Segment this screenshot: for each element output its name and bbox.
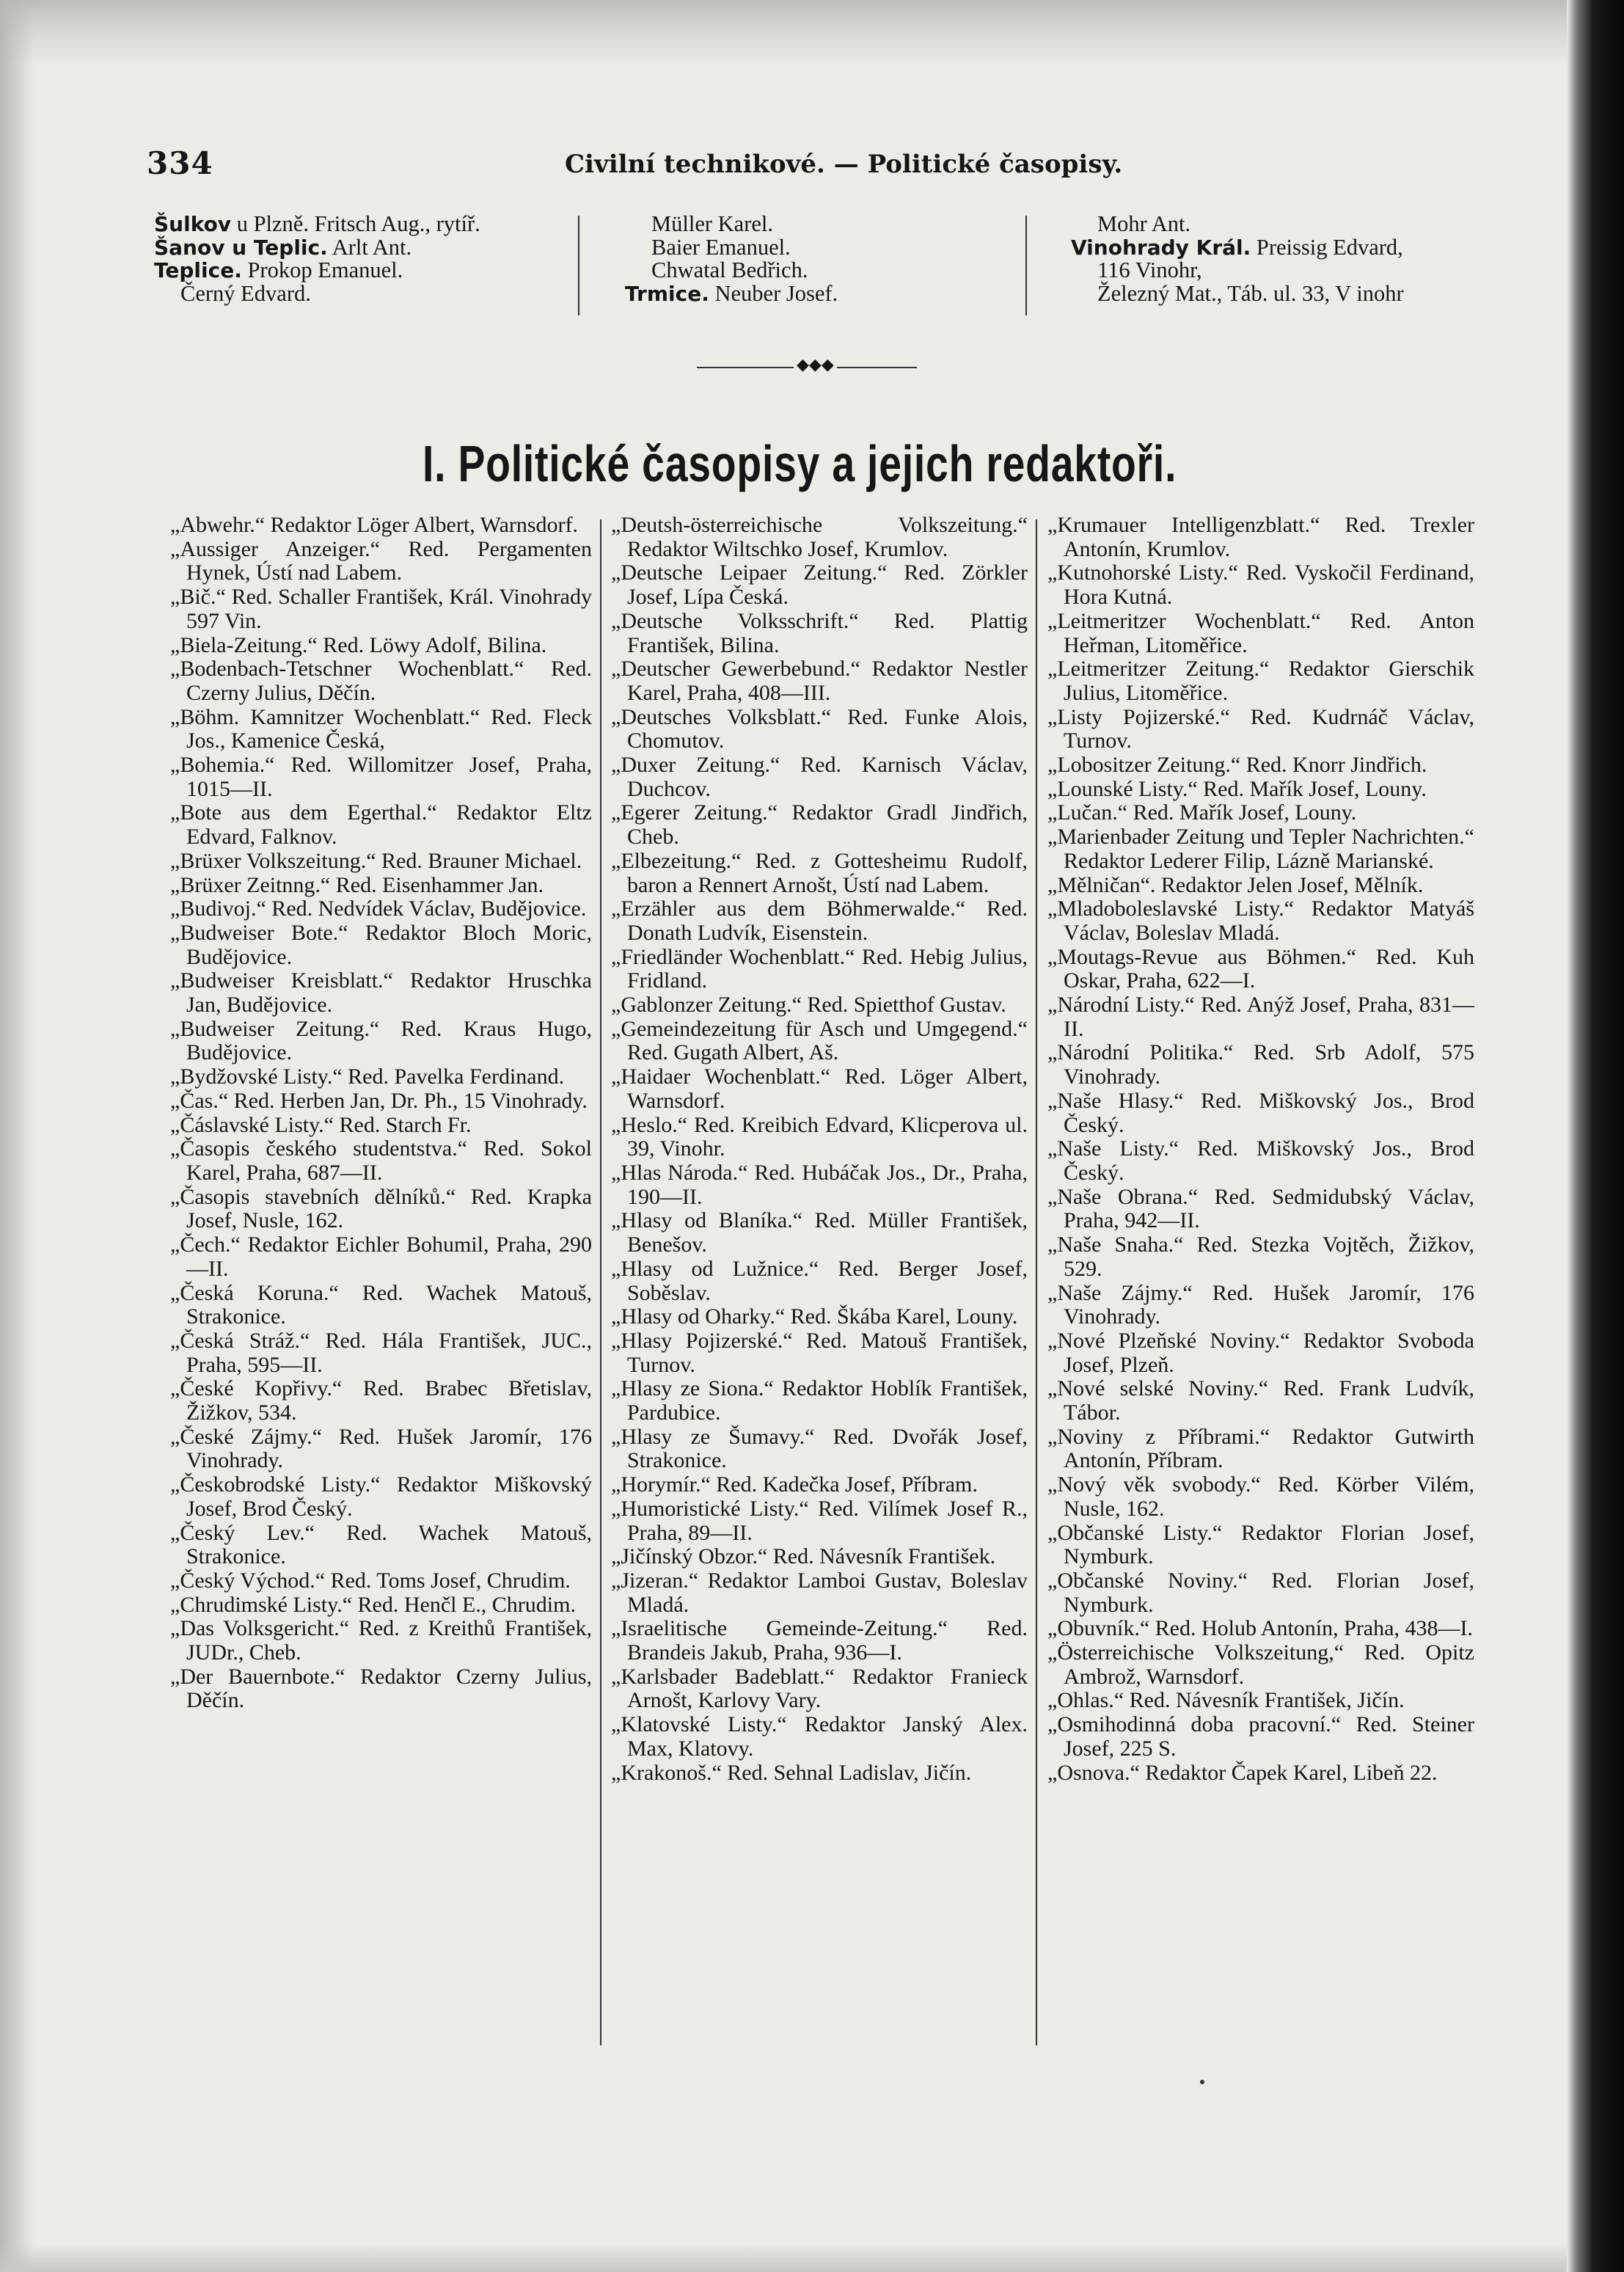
periodical-entry: „Das Volksgericht.“ Red. z Kreithů František, JUDr., Cheb.	[170, 1616, 592, 1665]
periodical-entry: „Deutsh-österreichische Volkszeitung.“ Redaktor Wiltschko Josef, Krumlov.	[611, 513, 1028, 561]
periodical-entry: „Horymír.“ Red. Kadečka Josef, Příbram.	[611, 1472, 978, 1497]
periodical-entry: „Ohlas.“ Red. Návesník František, Jičín.	[1047, 1688, 1405, 1713]
periodical-entry: „Elbezeitung.“ Red. z Gottesheimu Rudolf, baron a Rennert Arnošt, Ústí nad Labem.	[611, 848, 1028, 897]
column-rule	[1036, 519, 1037, 2045]
periodical-entry: „Hlasy od Oharky.“ Red. Škába Karel, Louny.	[611, 1304, 1018, 1329]
running-head-title: Civilní technikové. — Politické časopisy.	[565, 150, 1123, 179]
periodical-entry: „Karlsbader Badeblatt.“ Redaktor Franieck Arnošt, Karlovy Vary.	[611, 1664, 1028, 1713]
divider-ornament-icon: ◆◆◆	[794, 356, 837, 374]
periodical-entry: „Heslo.“ Red. Kreibich Edvard, Klicperova ul. 39, Vinohr.	[611, 1112, 1028, 1161]
page-edge-left	[0, 0, 34, 2272]
periodical-entry: „Budweiser Zeitung.“ Red. Kraus Hugo, Budějovice.	[170, 1016, 592, 1065]
periodical-entry: „Gablonzer Zeitung.“ Red. Spietthof Gustav.	[611, 993, 1006, 1018]
section-title: I. Politické časopisy a jejich redaktoři.	[423, 435, 1177, 492]
periodical-entry: „Aussiger Anzeiger.“ Red. Pergamenten Hynek, Ústí nad Labem.	[170, 536, 592, 585]
periodical-entry: „Naše Listy.“ Red. Miškovský Jos., Brod Český.	[1047, 1136, 1474, 1185]
periodical-entry: „Český Lev.“ Red. Wachek Matouš, Strakonice.	[170, 1520, 592, 1569]
periodical-entry: „Česká Koruna.“ Red. Wachek Matouš, Strakonice.	[170, 1280, 592, 1329]
column-rule	[600, 519, 601, 2045]
periodical-entry: „České Kopřivy.“ Red. Brabec Břetislav, Žižkov, 534.	[170, 1376, 592, 1425]
entries-column-3	[1047, 514, 1474, 1785]
periodical-entry: „Deutsche Leipaer Zeitung.“ Red. Zörkler Josef, Lípa Česká.	[611, 560, 1028, 610]
column-rule	[1025, 216, 1027, 315]
periodical-entry: „Bič.“ Red. Schaller František, Král. Vinohrady 597 Vin.	[170, 585, 592, 633]
periodical-entry: „Listy Pojizerské.“ Red. Kudrnáč Václav, Turnov.	[1047, 704, 1474, 753]
periodical-entry: „Israelitische Gemeinde-Zeitung.“ Red. Brandeis Jakub, Praha, 936—I.	[611, 1616, 1028, 1665]
person-text: Müller Karel.	[651, 211, 773, 236]
periodical-entry: „Humoristické Listy.“ Red. Vilímek Josef R., Praha, 89—II.	[611, 1496, 1028, 1545]
periodical-entry: „Osnova.“ Redaktor Čapek Karel, Libeň 22.	[1047, 1760, 1438, 1785]
periodical-entry: „Leitmeritzer Zeitung.“ Redaktor Gierschik Julius, Litoměřice.	[1047, 657, 1474, 705]
entries-column-2	[611, 514, 1028, 1785]
periodical-entry: „České Zájmy.“ Red. Hušek Jaromír, 176 Vinohrady.	[170, 1424, 592, 1473]
continued-line	[154, 236, 480, 260]
person-text: 116 Vinohr,	[1097, 257, 1202, 282]
person-text: u Plzně. Fritsch Aug., rytíř.	[231, 211, 480, 236]
periodical-entry: „Hlasy Pojizerské.“ Red. Matouš František, Turnov.	[611, 1328, 1028, 1377]
person-text: Preissig Edvard,	[1251, 234, 1403, 260]
page-edge-bottom	[0, 2243, 1624, 2272]
continued-line	[1071, 236, 1404, 260]
periodical-entry: „Osmihodinná doba pracovní.“ Red. Steiner Josef, 225 S.	[1047, 1712, 1474, 1761]
continued-line	[154, 213, 480, 236]
person-text: Černý Edvard.	[180, 280, 311, 306]
person-text: Arlt Ant.	[327, 234, 412, 260]
periodical-entry: „Hlasy ze Siona.“ Redaktor Hoblík František, Pardubice.	[611, 1376, 1028, 1425]
page-edge-right	[1567, 0, 1624, 2272]
periodical-entry: „Deutscher Gewerbebund.“ Redaktor Nestler Karel, Praha, 408—III.	[611, 657, 1028, 705]
periodical-entry: „Národní Listy.“ Red. Anýž Josef, Praha, 831—II.	[1047, 993, 1474, 1041]
periodical-entry: „Časopis českého studentstva.“ Red. Sokol Karel, Praha, 687—II.	[170, 1136, 592, 1185]
periodical-entry: „Budweiser Bote.“ Redaktor Bloch Moric, Budějovice.	[170, 920, 592, 969]
continued-line	[625, 259, 838, 282]
periodical-entry: „Hlasy ze Šumavy.“ Red. Dvořák Josef, Strakonice.	[611, 1424, 1028, 1473]
periodical-entry: „Brüxer Zeitnng.“ Red. Eisenhammer Jan.	[170, 872, 544, 897]
periodical-entry: „Lobositzer Zeitung.“ Red. Knorr Jindřich.	[1047, 753, 1427, 778]
person-text: Neuber Josef.	[709, 280, 838, 306]
person-text: Chwatal Bedřich.	[651, 257, 808, 282]
periodical-entry: „Budivoj.“ Red. Nedvídek Václav, Budějovice.	[170, 896, 587, 921]
periodical-entry: „Böhm. Kamnitzer Wochenblatt.“ Red. Fleck Jos., Kamenice Česká,	[170, 704, 592, 753]
periodical-entry: „Leitmeritzer Wochenblatt.“ Red. Anton Heřman, Litoměřice.	[1047, 608, 1474, 657]
periodical-entry: „Čáslavské Listy.“ Red. Starch Fr.	[170, 1112, 472, 1137]
periodical-entry: „Der Bauernbote.“ Redaktor Czerny Julius, Děčín.	[170, 1664, 592, 1713]
periodical-entry: „Čas.“ Red. Herben Jan, Dr. Ph., 15 Vinohrady.	[170, 1088, 588, 1113]
continued-line	[625, 236, 838, 260]
periodical-entry: „Biela-Zeitung.“ Red. Löwy Adolf, Bilina.	[170, 632, 547, 657]
periodical-entry: „Naše Obrana.“ Red. Sedmidubský Václav, Praha, 942—II.	[1047, 1184, 1474, 1233]
periodical-entry: „Deutsches Volksblatt.“ Red. Funke Alois, Chomutov.	[611, 704, 1028, 753]
periodical-entry: „Abwehr.“ Redaktor Löger Albert, Warnsdorf.	[170, 513, 579, 537]
periodical-entry: „Časopis stavebních dělníků.“ Red. Krapka Josef, Nusle, 162.	[170, 1184, 592, 1233]
periodical-entry: „Friedländer Wochenblatt.“ Red. Hebig Julius, Fridland.	[611, 944, 1028, 993]
place-name: Trmice.	[625, 281, 709, 306]
continued-line	[154, 259, 480, 282]
periodical-entry: „Nové selské Noviny.“ Red. Frank Ludvík, Tábor.	[1047, 1376, 1474, 1425]
person-text: Železný Mat., Táb. ul. 33, V inohr	[1097, 280, 1404, 306]
periodical-entry: „Česká Stráž.“ Red. Hála František, JUC., Praha, 595—II.	[170, 1328, 592, 1377]
periodical-entry: „Lučan.“ Red. Mařík Josef, Louny.	[1047, 800, 1357, 825]
continued-line	[1071, 259, 1404, 282]
entries-column-1	[170, 514, 592, 1713]
periodical-entry: „Noviny z Příbrami.“ Redaktor Gutwirth Antonín, Příbram.	[1047, 1424, 1474, 1473]
running-header	[147, 145, 1467, 189]
continued-column-2	[625, 213, 838, 305]
periodical-entry: „Bodenbach-Tetschner Wochenblatt.“ Red. Czerny Julius, Děčín.	[170, 657, 592, 705]
periodical-entry: „Kutnohorské Listy.“ Red. Vyskočil Ferdinand, Hora Kutná.	[1047, 560, 1474, 610]
periodical-entry: „Jizeran.“ Redaktor Lamboi Gustav, Boleslav Mladá.	[611, 1568, 1028, 1617]
periodical-entry: „Österreichische Volkszeitung,“ Red. Opitz Ambrož, Warnsdorf.	[1047, 1640, 1474, 1689]
column-rule	[578, 216, 579, 315]
periodical-entry: „Bohemia.“ Red. Willomitzer Josef, Praha, 1015—II.	[170, 753, 592, 801]
periodical-entry: „Naše Zájmy.“ Red. Hušek Jaromír, 176 Vinohrady.	[1047, 1280, 1474, 1329]
periodical-entry: „Chrudimské Listy.“ Red. Henčl E., Chrudim.	[170, 1592, 576, 1617]
person-text: Prokop Emanuel.	[241, 257, 403, 282]
periodical-entry: „Haidaer Wochenblatt.“ Red. Löger Albert, Warnsdorf.	[611, 1064, 1028, 1113]
continued-line	[625, 213, 838, 236]
periodical-entry: „Marienbader Zeitung und Tepler Nachrichten.“ Redaktor Lederer Filip, Lázně Marianské.	[1047, 825, 1474, 873]
periodical-entry: „Mladoboleslavské Listy.“ Redaktor Matyáš Václav, Boleslav Mladá.	[1047, 896, 1474, 945]
continued-column-3	[1071, 213, 1404, 305]
place-name: Šanov u Teplic.	[154, 235, 328, 260]
periodical-entry: „Budweiser Kreisblatt.“ Redaktor Hruschka Jan, Budějovice.	[170, 968, 592, 1018]
periodical-entry: „Klatovské Listy.“ Redaktor Janský Alex. Max, Klatovy.	[611, 1712, 1028, 1761]
place-name: Šulkov	[154, 212, 232, 236]
periodical-entry: „Český Východ.“ Red. Toms Josef, Chrudim.	[170, 1568, 571, 1593]
continued-column-1	[154, 213, 480, 305]
person-text: Mohr Ant.	[1097, 211, 1191, 236]
periodical-entry: „Brüxer Volkszeitung.“ Red. Brauner Michael.	[170, 848, 582, 873]
periodical-entry: „Krumauer Intelligenzblatt.“ Red. Trexler Antonín, Krumlov.	[1047, 513, 1474, 561]
continued-line	[154, 282, 480, 306]
place-name: Vinohrady Král.	[1071, 235, 1251, 260]
periodical-entry: „Naše Snaha.“ Red. Stezka Vojtěch, Žižkov, 529.	[1047, 1232, 1474, 1281]
page-edge-top	[0, 0, 1624, 66]
periodical-entry: „Hlasy od Blaníka.“ Red. Müller František, Benešov.	[611, 1208, 1028, 1257]
periodical-entry: „Občanské Listy.“ Redaktor Florian Josef, Nymburk.	[1047, 1520, 1474, 1569]
periodical-entry: „Nový věk svobody.“ Red. Körber Vilém, Nusle, 162.	[1047, 1472, 1474, 1521]
person-text: Baier Emanuel.	[651, 234, 791, 260]
page-number: 334	[147, 145, 213, 181]
continued-line	[1071, 282, 1404, 306]
periodical-entry: „Hlasy od Lužnice.“ Red. Berger Josef, Soběslav.	[611, 1256, 1028, 1305]
periodical-entry: „Bydžovské Listy.“ Red. Pavelka Ferdinand.	[170, 1064, 565, 1089]
periodical-entry: „Deutsche Volksschrift.“ Red. Plattig František, Bilina.	[611, 608, 1028, 657]
periodical-entry: „Obuvník.“ Red. Holub Antonín, Praha, 438—I.	[1047, 1616, 1473, 1641]
continued-line	[625, 282, 838, 306]
periodical-entry: „Hlas Národa.“ Red. Hubáčak Jos., Dr., Praha, 190—II.	[611, 1160, 1028, 1209]
periodical-entry: „Českobrodské Listy.“ Redaktor Miškovský Josef, Brod Český.	[170, 1472, 592, 1521]
continued-line	[1071, 213, 1404, 236]
periodical-entry: „Naše Hlasy.“ Red. Miškovský Jos., Brod Český.	[1047, 1088, 1474, 1137]
periodical-entry: „Občanské Noviny.“ Red. Florian Josef, Nymburk.	[1047, 1568, 1474, 1617]
periodical-entry: „Egerer Zeitung.“ Redaktor Gradl Jindřich, Cheb.	[611, 800, 1028, 850]
periodical-entry: „Gemeindezeitung für Asch und Umgegend.“ Red. Gugath Albert, Aš.	[611, 1016, 1028, 1065]
periodical-entry: „Duxer Zeitung.“ Red. Karnisch Václav, Duchcov.	[611, 753, 1028, 801]
periodical-entry: „Nové Plzeňské Noviny.“ Redaktor Svoboda Josef, Plzeň.	[1047, 1328, 1474, 1377]
periodical-entry: „Mělničan“. Redaktor Jelen Josef, Mělník.	[1047, 872, 1424, 897]
periodical-entry: „Erzähler aus dem Böhmerwalde.“ Red. Donath Ludvík, Eisenstein.	[611, 896, 1028, 945]
periodical-entry: „Bote aus dem Egerthal.“ Redaktor Eltz Edvard, Falknov.	[170, 800, 592, 850]
periodical-entry: „Čech.“ Redaktor Eichler Bohumil, Praha, 290—II.	[170, 1232, 592, 1281]
print-speck	[1200, 2080, 1204, 2084]
periodical-entry: „Krakonoš.“ Red. Sehnal Ladislav, Jičín.	[611, 1760, 972, 1785]
place-name: Teplice.	[154, 258, 242, 282]
periodical-entry: „Jičínský Obzor.“ Red. Návesník František.	[611, 1544, 996, 1569]
section-divider	[697, 356, 917, 374]
periodical-entry: „Národní Politika.“ Red. Srb Adolf, 575 Vinohrady.	[1047, 1040, 1474, 1089]
periodical-entry: „Moutags-Revue aus Böhmen.“ Red. Kuh Oskar, Praha, 622—I.	[1047, 944, 1474, 993]
continued-list	[154, 213, 1474, 323]
periodical-entry: „Lounské Listy.“ Red. Mařík Josef, Louny.	[1047, 776, 1427, 801]
